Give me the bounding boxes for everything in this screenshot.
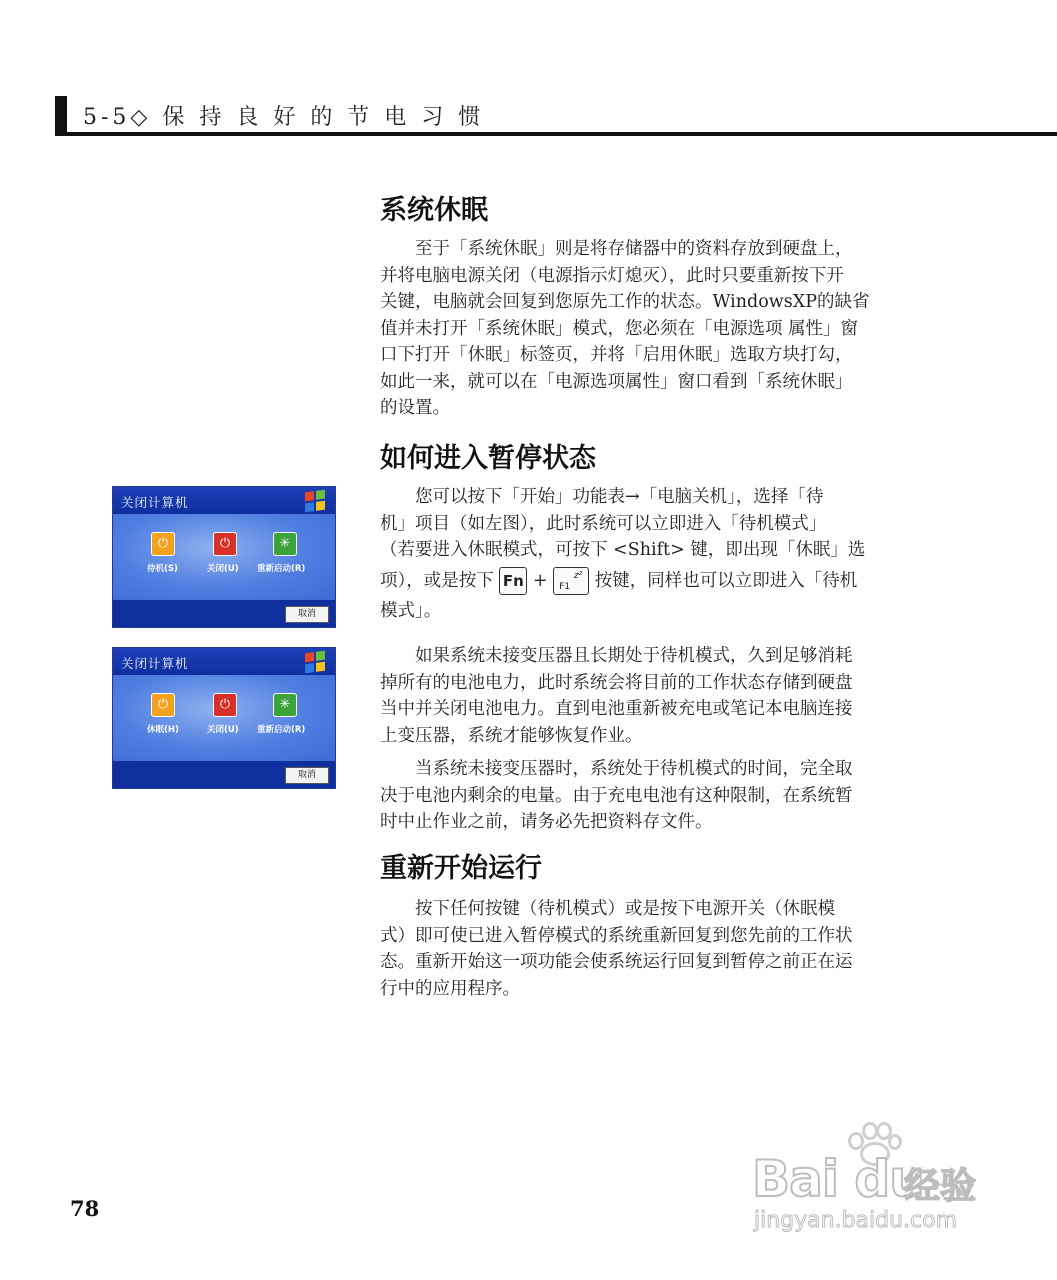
text-line: 并将电脑电源关闭（电源指示灯熄灭），此时只要重新按下开 — [380, 265, 844, 286]
restart-icon[interactable]: ✳ — [273, 532, 297, 556]
restart-button-label[interactable]: 重新启动(R) — [257, 564, 306, 574]
text-line: 掉所有的电池电力，此时系统会将目前的工作状态存储到硬盘 — [380, 672, 853, 693]
text-line: 上变压器，系统才能够恢复作业。 — [380, 725, 643, 746]
heading-suspend: 如何进入暂停状态 — [380, 443, 596, 474]
power-off-icon[interactable]: ⏻ — [213, 532, 237, 556]
standby-button-label[interactable]: 待机(S) — [147, 564, 178, 574]
text-line: 的设置。 — [380, 398, 450, 418]
text-fragment: 项），或是按下 — [380, 570, 494, 591]
paragraph-hibernate — [380, 236, 920, 422]
text-line: 如此一来，就可以在「电源选项属性」窗口看到「系统休眠」 — [380, 371, 853, 392]
text-line: 按下任何按键（待机模式）或是按下电源开关（休眠模 — [415, 899, 835, 919]
paragraph-suspend-1 — [380, 484, 920, 624]
dialog-footer — [113, 600, 335, 627]
dialog-title: 关闭计算机 — [121, 495, 189, 510]
dialog-title: 关闭计算机 — [121, 656, 189, 671]
dialog-body — [113, 675, 335, 761]
cancel-button[interactable]: 取消 — [285, 606, 329, 623]
restart-icon[interactable]: ✳ — [273, 693, 297, 717]
header-rule — [55, 132, 1057, 136]
text-line-with-keys — [380, 564, 920, 598]
text-line: 至于「系统休眠」则是将存储器中的资料存放到硬盘上， — [415, 239, 853, 259]
heading-hibernate: 系统休眠 — [380, 195, 488, 226]
shutdown-dialog-hibernate — [112, 647, 336, 789]
text-line: 当系统未接变压器时，系统处于待机模式的时间，完全取 — [415, 759, 853, 779]
header-bar — [55, 96, 67, 136]
plus-sign: + — [532, 570, 548, 591]
f1-key-sleep-label: z² — [573, 571, 583, 581]
text-line: 口下打开「休眠」标签页，并将「启用休眠」选取方块打勾， — [380, 345, 853, 365]
paragraph-suspend-2 — [380, 643, 920, 749]
power-off-icon[interactable]: ⏻ — [213, 693, 237, 717]
text-line: 值并未打开「系统休眠」模式，您必须在「电源选项 属性」窗 — [380, 318, 859, 339]
text-line: 时中止作业之前，请务必先把资料存文件。 — [380, 812, 713, 832]
standby-icon[interactable]: ⏻ — [151, 532, 175, 556]
windows-logo-icon — [305, 490, 325, 513]
text-line: 机」项目（如左图），此时系统可以立即进入「待机模式」 — [380, 513, 827, 534]
restart-button-label[interactable]: 重新启动(R) — [257, 725, 306, 735]
heading-resume: 重新开始运行 — [380, 853, 542, 884]
fn-key-icon: Fn — [499, 567, 527, 595]
shutdown-dialog-standby — [112, 486, 336, 628]
text-line: 您可以按下「开始」功能表→「电脑关机」，选择「待 — [415, 487, 824, 507]
dialog-footer — [113, 761, 335, 788]
text-fragment: 按键，同样也可以立即进入「待机 — [594, 570, 858, 591]
hibernate-button-label[interactable]: 休眠(H) — [147, 725, 179, 735]
watermark-url: jingyan.baidu.com — [754, 1208, 958, 1233]
text-line: 式）即可使已进入暂停模式的系统重新回复到您先前的工作状 — [380, 925, 853, 946]
text-line: 行中的应用程序。 — [380, 978, 520, 999]
text-line: 当中并关闭电池电力。直到电池重新被充电或笔记本电脑连接 — [380, 699, 853, 719]
chapter-title: 5-5◇ 保 持 良 好 的 节 电 习 惯 — [83, 105, 485, 130]
text-line: 关键，电脑就会回复到您原先工作的状态。WindowsXP的缺省 — [380, 292, 870, 312]
text-line: 态。重新开始这一项功能会使系统运行回复到暂停之前正在运 — [380, 952, 853, 972]
f1-key-icon — [553, 567, 589, 595]
paragraph-resume — [380, 896, 920, 1002]
cancel-button[interactable]: 取消 — [285, 767, 329, 784]
page-number: 78 — [70, 1196, 100, 1221]
windows-logo-icon — [305, 651, 325, 674]
paragraph-suspend-3 — [380, 756, 920, 836]
text-line: 模式」。 — [380, 600, 442, 621]
text-line: 如果系统未接变压器且长期处于待机模式，久到足够消耗 — [415, 646, 853, 666]
dialog-body — [113, 514, 335, 600]
watermark-cn: 经验 — [904, 1166, 977, 1207]
text-line: 决于电池内剩余的电量。由于充电电池有这种限制，在系统暂 — [380, 785, 853, 806]
chapter-header — [55, 96, 1057, 136]
shutdown-button-label[interactable]: 关闭(U) — [207, 725, 239, 735]
dialog-titlebar — [113, 487, 335, 514]
watermark-brand: Bai du — [752, 1150, 924, 1208]
shutdown-button-label[interactable]: 关闭(U) — [207, 564, 239, 574]
f1-key-label: F1 — [559, 582, 571, 592]
baidu-watermark — [752, 1150, 1002, 1240]
dialog-titlebar — [113, 648, 335, 675]
text-line: （若要进入休眠模式，可按下 <Shift> 键，即出现「休眠」选 — [380, 540, 866, 560]
hibernate-icon[interactable]: ⏻ — [151, 693, 175, 717]
